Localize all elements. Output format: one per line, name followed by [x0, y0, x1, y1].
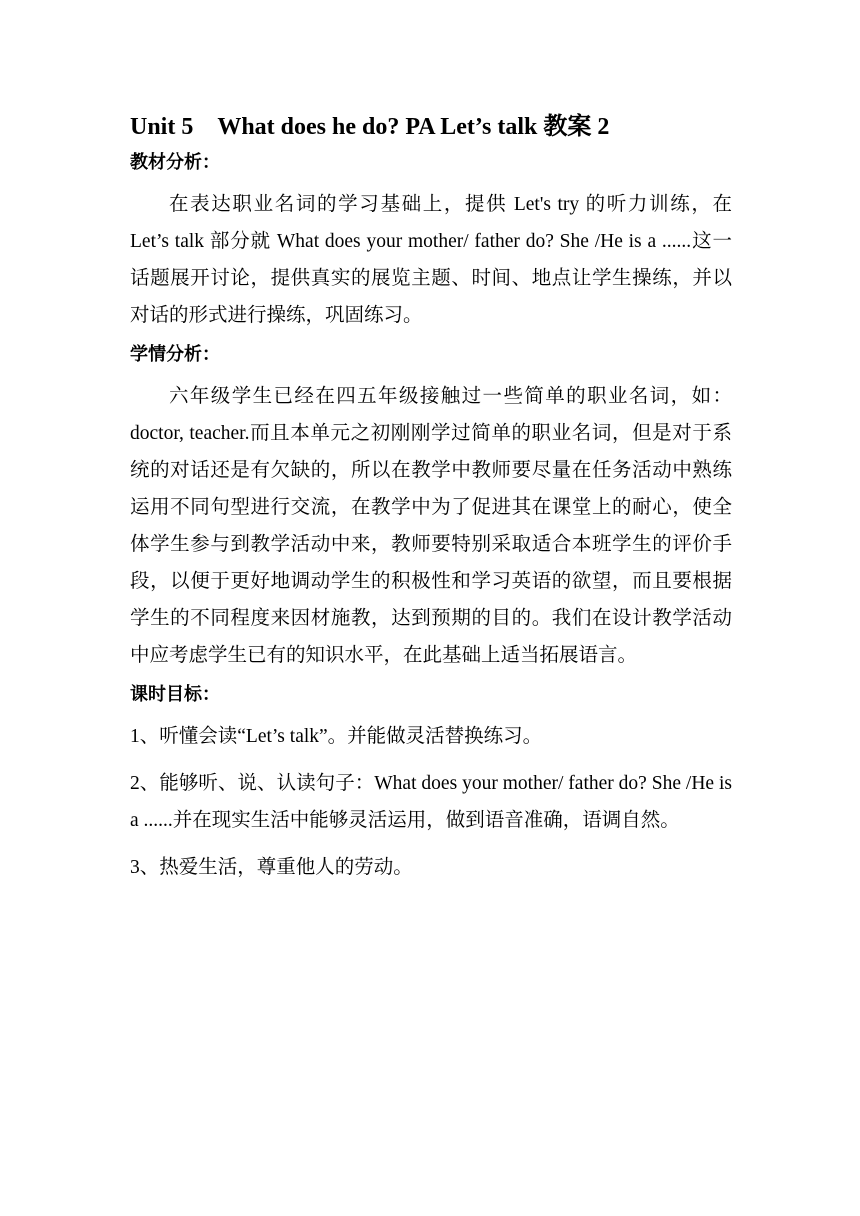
learner-analysis-paragraph: 六年级学生已经在四五年级接触过一些简单的职业名词，如：doctor, teacher.而且本单元之初刚刚学过简单的职业名词，但是对于系统的对话还是有欠缺的，所以在教学中教师要尽量在任务活动中熟练运用不同句型进行交流，在教学中为了促进其在课堂上的耐心，使全体学生参与到教学活动中来，教师要特别采取适合本班学生的评价手段，以便于更好地调动学生的积极性和学习英语的欲望，而且要根据学生的不同程度来因材施教，达到预期的目的。我们在设计教学活动中应考虑学生已有的知识水平，在此基础上适当拓展语言。: [130, 386, 732, 666]
section-heading-learner-analysis: 学情分析：: [130, 344, 220, 365]
textbook-analysis-paragraph: 在表达职业名词的学习基础上，提供 Let's try 的听力训练，在 Let’s talk 部分就 What does your mother/ father do? She /He is a ......这一话题展开讨论，提供真实的展览主题、时间、地点让学生操练，并以对话的形式进行操练，巩固练习。: [130, 194, 732, 326]
document-page: [130, 110, 732, 896]
document-title: Unit 5 What does he do? PA Let’s talk 教案 2: [130, 114, 610, 140]
section-heading-textbook-analysis: 教材分析：: [130, 152, 220, 173]
objective-item-1: 1、听懂会读“Let’s talk”。并能做灵活替换练习。: [130, 726, 543, 747]
objective-item-2: 2、能够听、说、认读句子：What does your mother/ father do? She /He is a ......并在现实生活中能够灵活运用，做到语音准确，语调自然。: [130, 773, 732, 831]
objective-item-3: 3、热爱生活，尊重他人的劳动。: [130, 857, 413, 878]
section-heading-lesson-objectives: 课时目标：: [130, 684, 220, 705]
